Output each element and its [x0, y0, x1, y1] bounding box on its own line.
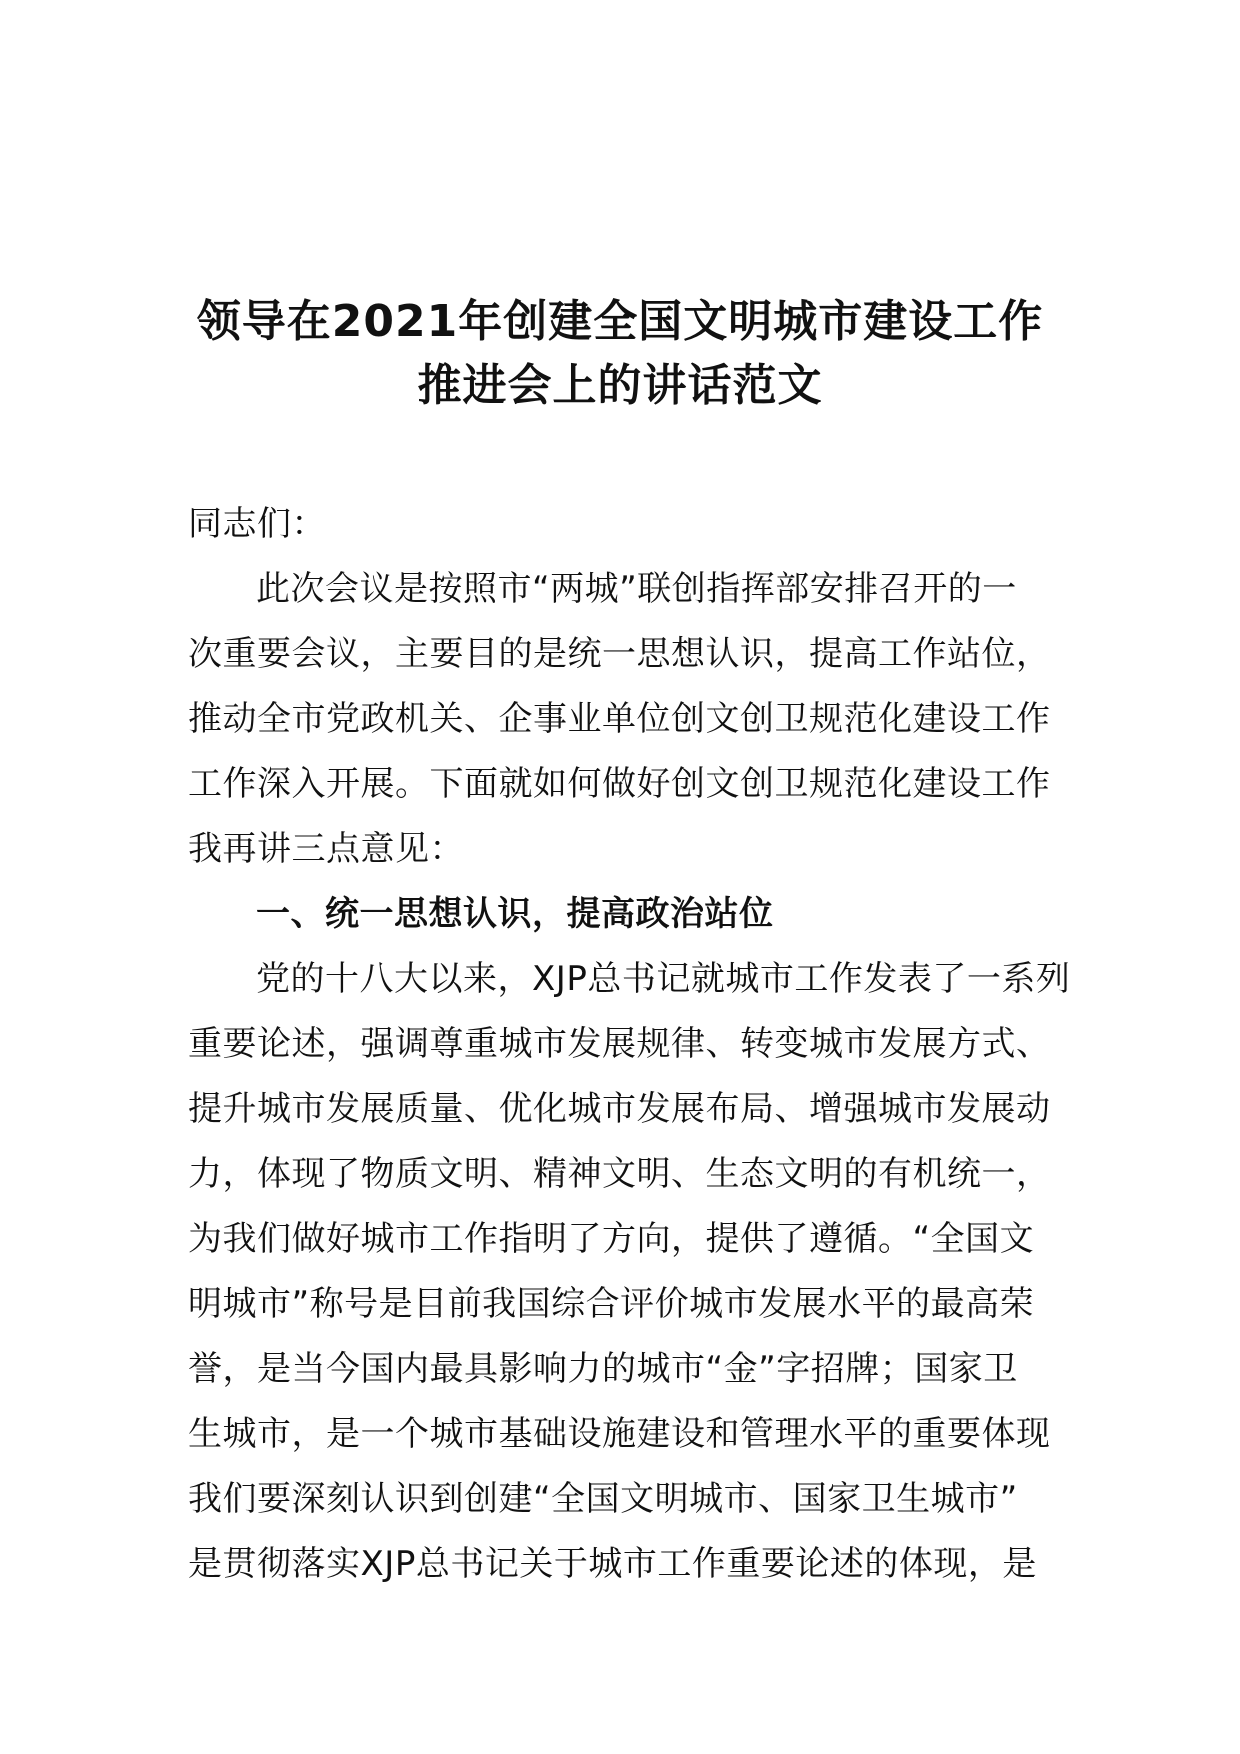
- paragraph-line: 力，体现了物质文明、精神文明、生态文明的有机统一，: [188, 1154, 1051, 1194]
- paragraph-line: 工作深入开展。下面就如何做好创文创卫规范化建设工作: [188, 764, 1051, 804]
- paragraph-line: 党的十八大以来，XJP总书记就城市工作发表了一系列: [256, 959, 1071, 999]
- section-heading: 一、统一思想认识，提高政治站位: [256, 894, 774, 934]
- title-line-1: 领导在2021年创建全国文明城市建设工作: [196, 296, 1044, 347]
- paragraph-line: 为我们做好城市工作指明了方向，提供了遵循。“全国文: [188, 1219, 1035, 1259]
- paragraph-line: 我们要深刻认识到创建“全国文明城市、国家卫生城市”: [188, 1479, 1018, 1519]
- paragraph-line: 誉，是当今国内最具影响力的城市“金”字招牌；国家卫: [188, 1349, 1018, 1389]
- paragraph-line: 次重要会议，主要目的是统一思想认识，提高工作站位，: [188, 634, 1051, 674]
- paragraph-line: 提升城市发展质量、优化城市发展布局、增强城市发展动: [188, 1089, 1051, 1129]
- paragraph-line: 是贯彻落实XJP总书记关于城市工作重要论述的体现，是: [188, 1544, 1037, 1584]
- document-title: [150, 290, 1090, 418]
- paragraph-line: 此次会议是按照市“两城”联创指挥部安排召开的一: [256, 569, 1017, 609]
- paragraph-line: 重要论述，强调尊重城市发展规律、转变城市发展方式、: [188, 1024, 1051, 1064]
- paragraph-line: 生城市，是一个城市基础设施建设和管理水平的重要体现: [188, 1414, 1051, 1454]
- paragraph-line: 明城市”称号是目前我国综合评价城市发展水平的最高荣: [188, 1284, 1035, 1324]
- title-line-2: 推进会上的讲话范文: [417, 360, 823, 411]
- paragraph-line: 我再讲三点意见：: [188, 829, 464, 869]
- salutation: 同志们：: [188, 504, 326, 544]
- document-body: [188, 492, 1071, 1597]
- paragraph-line: 推动全市党政机关、企事业单位创文创卫规范化建设工作: [188, 699, 1051, 739]
